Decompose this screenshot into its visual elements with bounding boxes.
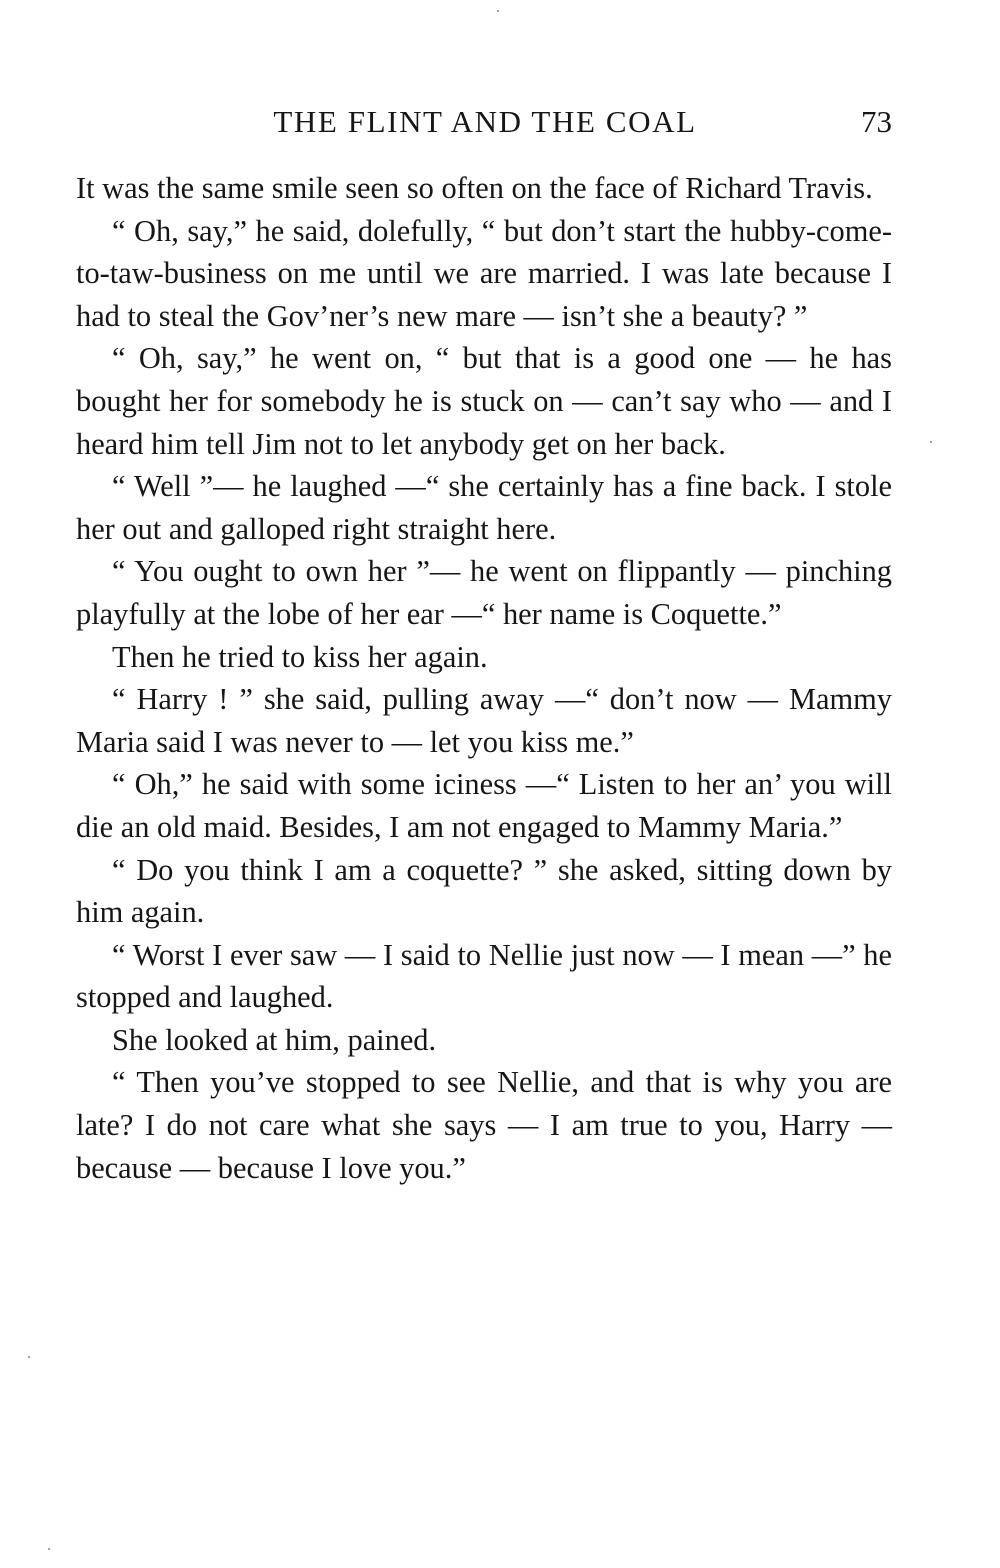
paragraph: “ Harry ! ” she said, pulling away —“ don’t now — Mammy Maria said I was never to — let you kiss me.” bbox=[76, 682, 892, 759]
paragraph: Then he tried to kiss her again. bbox=[112, 639, 488, 674]
running-title: THE FLINT AND THE COAL bbox=[273, 104, 697, 139]
paragraph: “ You ought to own her ”— he went on flippantly — pinching playfully at the lobe of her ear —“ her name is Coquette.” bbox=[76, 554, 892, 631]
scan-speck bbox=[930, 441, 932, 443]
paragraph: She looked at him, pained. bbox=[112, 1022, 437, 1057]
running-head bbox=[76, 100, 896, 144]
scan-speck bbox=[28, 1356, 30, 1358]
paragraph: “ Worst I ever saw — I said to Nellie just now — I mean —” he stopped and laughed. bbox=[76, 937, 892, 1015]
scan-speck bbox=[497, 10, 499, 12]
paragraph: It was the same smile seen so often on the face of Richard Travis. bbox=[76, 171, 873, 205]
page-number: 73 bbox=[861, 104, 892, 139]
paragraph: “ Do you think I am a coquette? ” she asked, sitting down by him again. bbox=[76, 852, 892, 930]
paragraph: “ Oh, say,” he said, dolefully, “ but don’t start the hubby-come-to-taw-business on me until we are married. I was late because I had to steal the Gov’ner’s new mare — isn’t she a beauty? ” bbox=[76, 213, 892, 333]
paragraph: “ Oh,” he said with some iciness —“ Listen to her an’ you will die an old maid. Besides, I am not engaged to Mammy Maria.” bbox=[76, 767, 892, 844]
paragraph: “ Well ”— he laughed —“ she certainly has a fine back. I stole her out and galloped right straight here. bbox=[76, 469, 892, 546]
body-text bbox=[76, 167, 892, 1189]
scan-speck bbox=[48, 1548, 50, 1550]
paragraph: “ Then you’ve stopped to see Nellie, and that is why you are late? I do not care what she says — I am true to you, Harry — because — because I love you.” bbox=[76, 1065, 892, 1185]
paragraph: “ Oh, say,” he went on, “ but that is a good one — he has bought her for somebody he is stuck on — can’t say who — and I heard him tell Jim not to let anybody get on her back. bbox=[76, 341, 892, 461]
